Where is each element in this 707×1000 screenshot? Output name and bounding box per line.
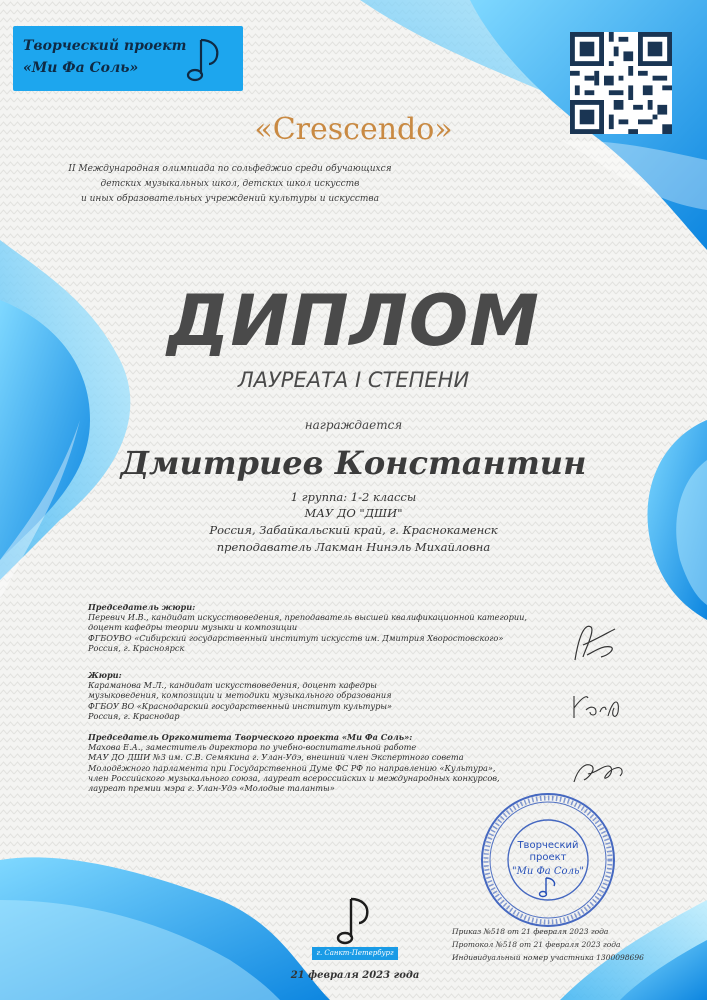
stamp-text-3: "Ми Фа Соль" [512, 866, 584, 877]
recipient-name: Дмитриев Константин [120, 444, 587, 482]
diploma-heading: ДИПЛОМ [167, 280, 540, 362]
signature-jury-member [568, 686, 628, 726]
city-badge: г. Санкт-Петербург [312, 947, 398, 960]
jury-member-line: музыковедения, композиции и методики музыкального образования [88, 690, 392, 701]
brand-line-2: «Ми Фа Соль» [23, 60, 139, 76]
laureate-degree: ЛАУРЕАТА I СТЕПЕНИ [237, 368, 470, 392]
music-note-icon [181, 34, 231, 84]
jury-chair-line: ФГБОУВО «Сибирский государственный институт искусств им. Дмитрия Хворостовского» [88, 632, 504, 643]
jury-chair-line: Россия, г. Красноярск [88, 642, 185, 653]
olympiad-line-1: II Международная олимпиада по сольфеджио среди обучающихся [68, 164, 392, 174]
olympiad-line-2: детских музыкальных школ, детских школ искусств [100, 179, 360, 189]
official-stamp [478, 790, 618, 930]
detail-group: 1 группа: 1-2 классы [290, 490, 417, 504]
org-committee-heading: Председатель Оргкомитета Творческого проекта «Ми Фа Соль»: [88, 732, 413, 742]
detail-teacher: преподаватель Лакман Нинэль Михайловна [216, 540, 491, 554]
stamp-text-2: проект [529, 852, 567, 863]
org-committee-line: МАУ ДО ДШИ №3 им. С.В. Семякина г. Улан-Удэ, внешний член Экспертного совета [88, 752, 464, 763]
participant-number: Индивидуальный номер участника 1300098696 [452, 953, 644, 962]
jury-member-line: Россия, г. Краснодар [88, 710, 180, 721]
protocol-number: Протокол №518 от 21 февраля 2023 года [452, 940, 621, 949]
detail-school: МАУ ДО "ДШИ" [304, 506, 403, 520]
awarded-label: награждается [304, 418, 403, 432]
stamp-text-1: Творческий [517, 840, 579, 851]
footer-music-note-icon [335, 895, 375, 947]
olympiad-line-3: и иных образовательных учреждений культуры и искусства [80, 194, 380, 204]
detail-location: Россия, Забайкальский край, г. Краснокаменск [209, 523, 498, 537]
org-committee-line: член Российского музыкального союза, лауреат всероссийских и международных конкурсов, [88, 772, 500, 783]
org-committee-line: лауреат премии мэра г. Улан-Удэ «Молодые таланты» [88, 783, 335, 794]
brand-line-1: Творческий проект [23, 38, 187, 54]
org-committee-line: Молодёжного парламента при Государственной Думе ФС РФ по направлению «Культура», [88, 762, 496, 773]
signature-org-chair [568, 754, 628, 789]
org-committee-line: Махова Е.А., заместитель директора по учебно-воспитательной работе [88, 742, 417, 753]
jury-member-line: Караманова М.Л., кандидат искусствоведения, доцент кафедры [88, 680, 377, 691]
order-number: Приказ №518 от 21 февраля 2023 года [452, 927, 609, 936]
org-committee-block [88, 732, 558, 793]
brand-logo-box [13, 26, 243, 91]
jury-chair-line: доцент кафедры теории музыки и композиции [88, 622, 298, 633]
jury-chair-line: Перевич И.В., кандидат искусствоведения, преподаватель высшей квалификационной категории, [88, 612, 527, 623]
issue-date: 21 февраля 2023 года [290, 970, 420, 981]
jury-chair-heading: Председатель жюри: [88, 602, 196, 612]
signature-chair [565, 615, 625, 670]
jury-chair-block [88, 602, 558, 653]
jury-member-line: ФГБОУ ВО «Краснодарский государственный институт культуры» [88, 700, 393, 711]
jury-members-heading: Жюри: [88, 670, 122, 680]
event-title: «Crescendo» [254, 112, 453, 147]
jury-members-block [88, 670, 558, 721]
